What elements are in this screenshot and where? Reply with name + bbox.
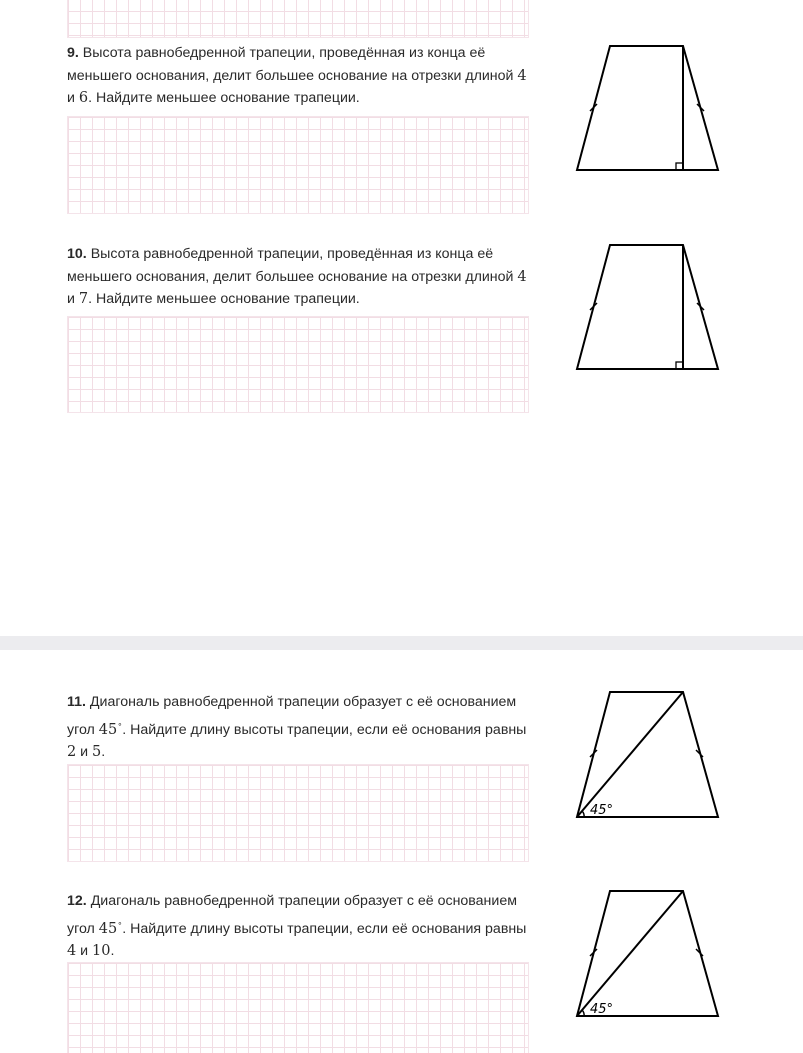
angle-label: 45°: [590, 1002, 614, 1017]
angle-label: 45°: [590, 803, 614, 818]
answer-grid-top: [67, 0, 529, 38]
answer-grid-problem-10: [67, 316, 529, 413]
problem-12-text: 12. Диагональ равнобедренной трапеции образует с её основанием угол 45∘. Найдите длину высоты трапеции, если её основания равны 4 и 10.: [67, 893, 527, 959]
answer-grid-problem-9: [67, 116, 529, 214]
answer-grid-problem-11: [67, 764, 529, 862]
trapezoid-height-figure-10: [570, 238, 725, 373]
problem-10-text: 10. Высота равнобедренной трапеции, проведённая из конца её меньшего основания, делит большее основание на отрезки длиной 4 и 7. Найдите меньшее основание трапеции.: [67, 246, 527, 307]
page-separator: [0, 636, 803, 650]
trapezoid-diagonal-figure-11: [570, 688, 725, 823]
answer-grid-problem-12: [67, 962, 529, 1053]
trapezoid-height-figure-9: [570, 40, 725, 175]
problem-number: 11.: [67, 694, 86, 710]
problem-number: 12.: [67, 893, 87, 909]
problem-9-text: 9. Высота равнобедренной трапеции, проведённая из конца её меньшего основания, делит большее основание на отрезки длиной 4 и 6. Найдите меньшее основание трапеции.: [67, 45, 527, 106]
problem-11-text: 11. Диагональ равнобедренной трапеции образует с её основанием угол 45∘. Найдите длину высоты трапеции, если её основания равны 2 и 5.: [67, 694, 527, 760]
worksheet-page-2: [0, 650, 803, 1053]
problem-number: 9.: [67, 45, 79, 61]
problem-number: 10.: [67, 246, 87, 262]
trapezoid-diagonal-figure-12: [570, 886, 725, 1021]
